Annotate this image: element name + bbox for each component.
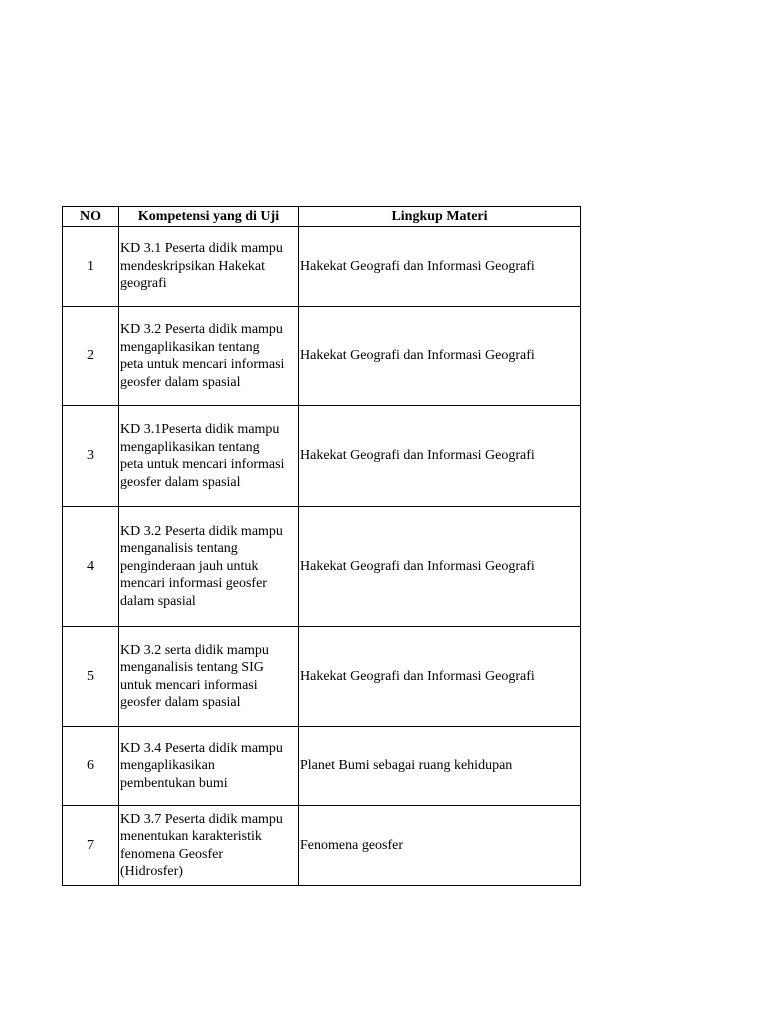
row-number: 5: [63, 627, 119, 727]
table-row: [63, 627, 581, 727]
table-row: [63, 507, 581, 627]
row-kompetensi: KD 3.2 Peserta didik mampu menganalisis tentang penginderaan jauh untuk mencari informasi geosfer dalam spasial: [119, 507, 299, 627]
header-no: NO: [63, 207, 119, 227]
row-kompetensi: KD 3.7 Peserta didik mampu menentukan karakteristik fenomena Geosfer (Hidrosfer): [119, 806, 299, 886]
competency-table: [62, 206, 581, 886]
row-lingkup-materi: Hakekat Geografi dan Informasi Geografi: [299, 406, 581, 507]
row-lingkup-materi: Hakekat Geografi dan Informasi Geografi: [299, 307, 581, 406]
row-kompetensi: KD 3.1 Peserta didik mampu mendeskripsikan Hakekat geografi: [119, 227, 299, 307]
row-lingkup-materi: Planet Bumi sebagai ruang kehidupan: [299, 727, 581, 806]
row-number: 7: [63, 806, 119, 886]
row-number: 6: [63, 727, 119, 806]
header-kompetensi: Kompetensi yang di Uji: [119, 207, 299, 227]
table-row: [63, 806, 581, 886]
row-kompetensi: KD 3.2 Peserta didik mampu mengaplikasikan tentang peta untuk mencari informasi geosfer dalam spasial: [119, 307, 299, 406]
table-row: [63, 727, 581, 806]
row-kompetensi: KD 3.1Peserta didik mampu mengaplikasikan tentang peta untuk mencari informasi geosfer dalam spasial: [119, 406, 299, 507]
row-lingkup-materi: Hakekat Geografi dan Informasi Geografi: [299, 507, 581, 627]
row-kompetensi: KD 3.2 serta didik mampu menganalisis tentang SIG untuk mencari informasi geosfer dalam spasial: [119, 627, 299, 727]
row-number: 3: [63, 406, 119, 507]
row-number: 1: [63, 227, 119, 307]
row-lingkup-materi: Fenomena geosfer: [299, 806, 581, 886]
table-row: [63, 406, 581, 507]
row-number: 4: [63, 507, 119, 627]
row-lingkup-materi: Hakekat Geografi dan Informasi Geografi: [299, 227, 581, 307]
header-row: [63, 207, 581, 227]
table-header: [63, 207, 581, 227]
row-number: 2: [63, 307, 119, 406]
table-row: [63, 307, 581, 406]
row-kompetensi: KD 3.4 Peserta didik mampu mengaplikasikan pembentukan bumi: [119, 727, 299, 806]
row-lingkup-materi: Hakekat Geografi dan Informasi Geografi: [299, 627, 581, 727]
table-row: [63, 227, 581, 307]
header-lingkup-materi: Lingkup Materi: [299, 207, 581, 227]
table-body: [63, 227, 581, 886]
